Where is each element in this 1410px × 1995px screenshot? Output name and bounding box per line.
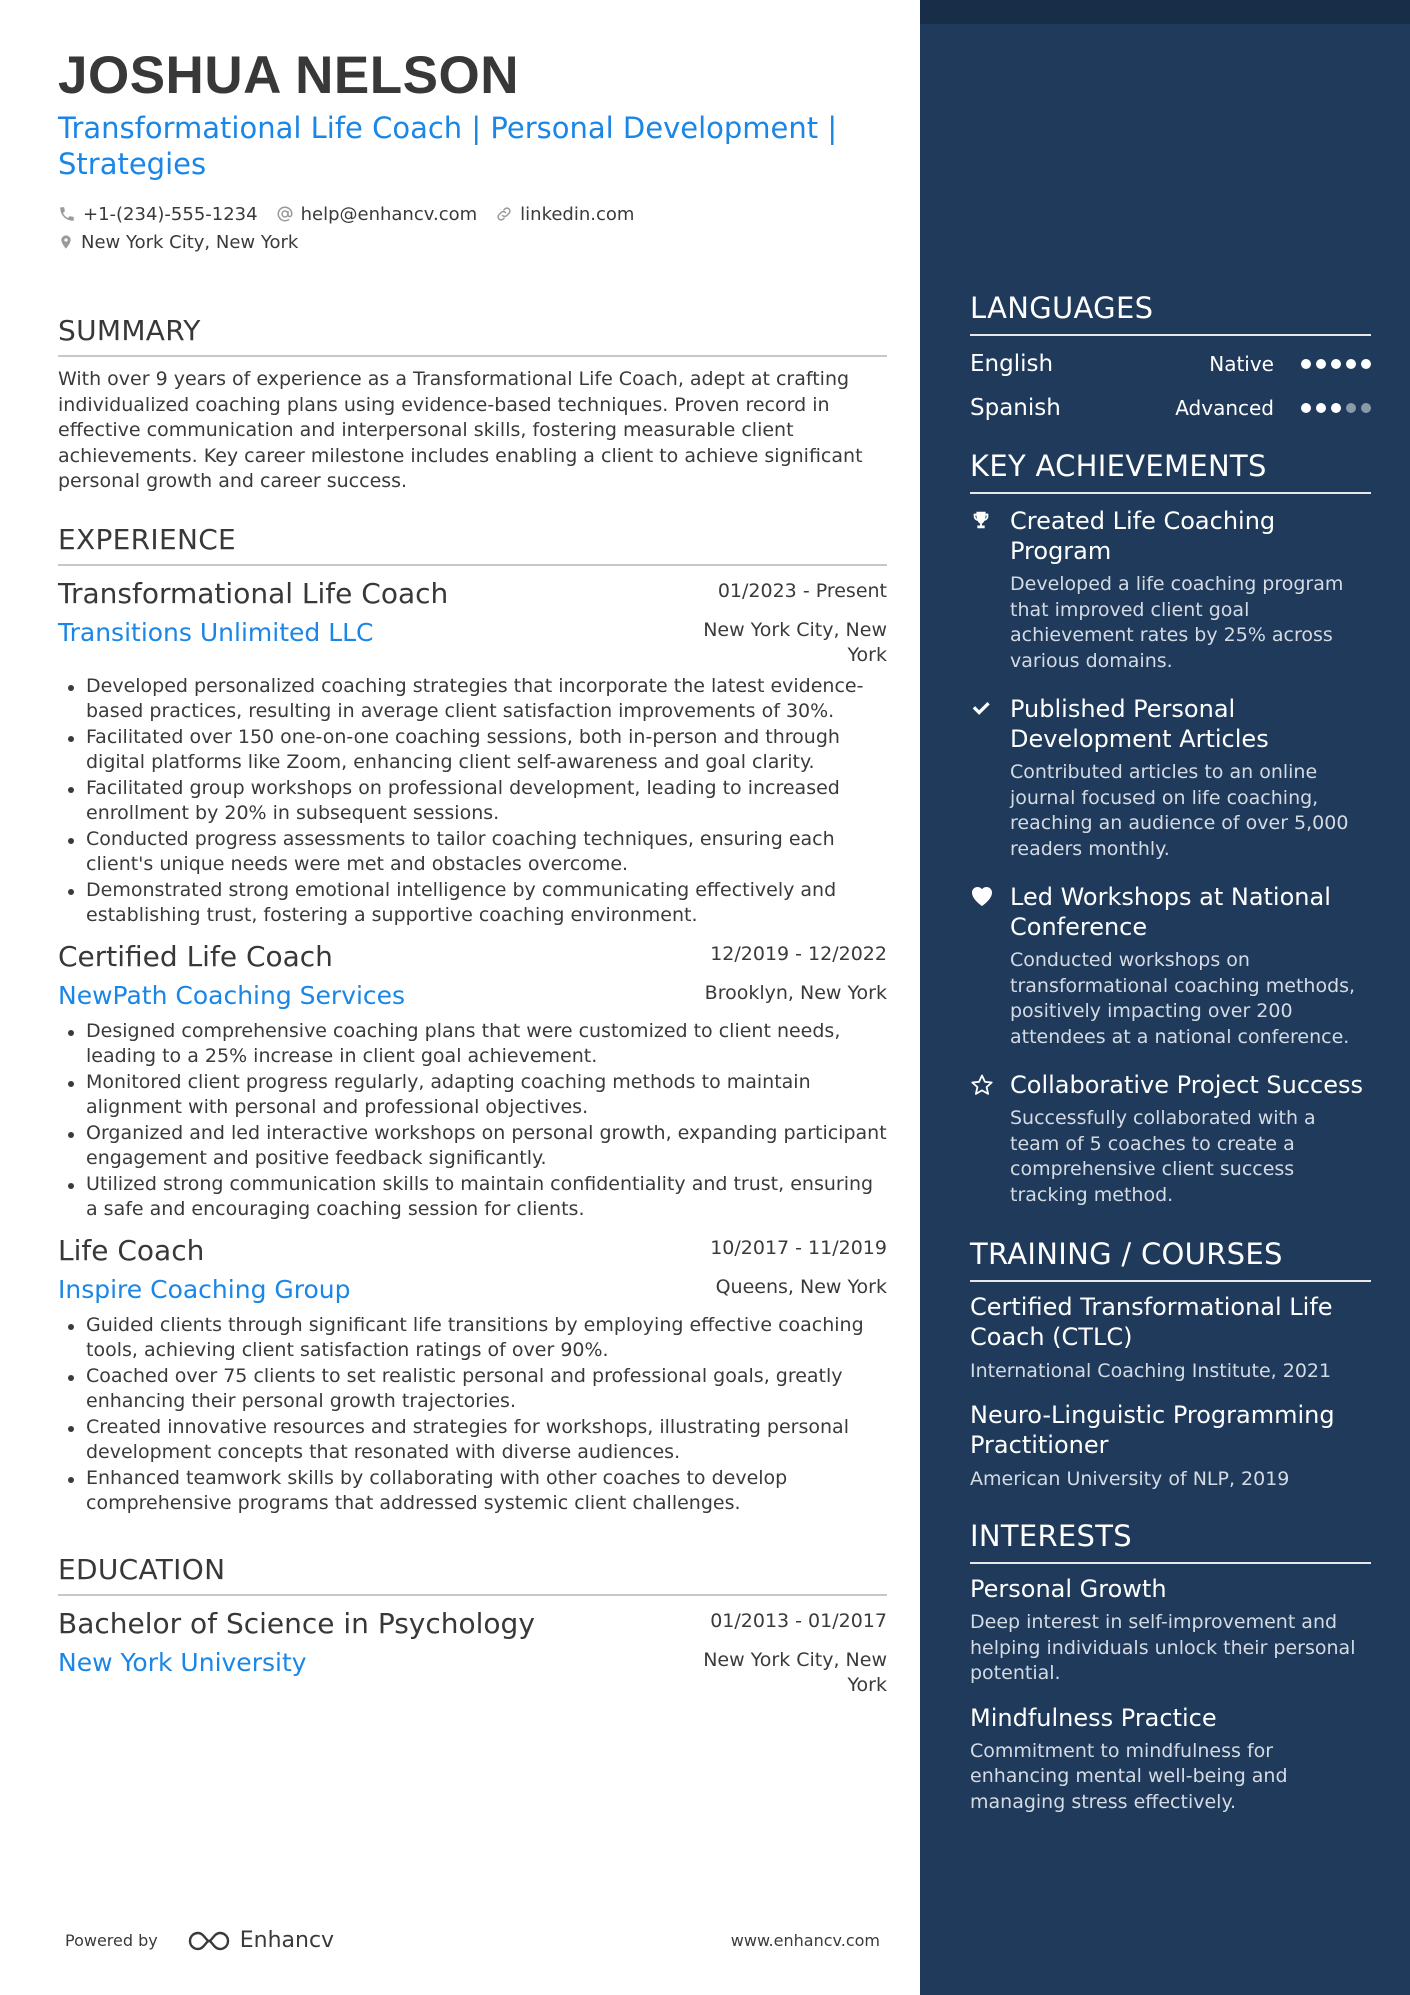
languages-section <box>970 290 1371 430</box>
training-heading: TRAINING / COURSES <box>970 1236 1371 1282</box>
sidebar <box>920 0 1410 1995</box>
rating-dot <box>1316 359 1326 369</box>
bullet-item: Demonstrated strong emotional intelligence by communicating effectively and establishing trust, fostering a supportive coaching environment. <box>58 878 887 929</box>
brand-name: Enhancv <box>239 1928 335 1953</box>
powered-by <box>65 1928 334 1953</box>
rating-dot <box>1316 403 1326 413</box>
course-title: Neuro-Linguistic Programming Practitioner <box>970 1401 1335 1459</box>
bullet-item: Organized and led interactive workshops on personal growth, expanding participant engagement and positive feedback significantly. <box>58 1121 887 1172</box>
job-bullets <box>58 674 887 929</box>
page-footer <box>65 1928 880 1953</box>
school-name[interactable]: New York University <box>58 1647 307 1677</box>
company-name[interactable]: Transitions Unlimited LLC <box>58 617 374 647</box>
main-column <box>58 44 887 1698</box>
achievement-title: Published Personal Development Articles <box>1010 695 1269 753</box>
language-level: Native <box>1209 352 1274 376</box>
bullet-item: Facilitated group workshops on professional development, leading to increased enrollment by 20% in subsequent sessions. <box>58 776 887 827</box>
achievement-item <box>970 694 1371 862</box>
linkedin-text: linkedin.com <box>520 203 635 225</box>
contact-info <box>58 200 887 256</box>
rating-dot <box>1331 403 1341 413</box>
check-icon <box>970 697 992 719</box>
rating-dot <box>1361 403 1371 413</box>
job-title: Life Coach <box>58 1233 205 1267</box>
experience-section <box>58 523 887 1517</box>
achievement-title: Collaborative Project Success <box>1010 1071 1364 1099</box>
job-location: Brooklyn, New York <box>704 981 887 1004</box>
education-entry <box>58 1606 887 1698</box>
language-level: Advanced <box>1175 396 1274 420</box>
job-entry <box>58 576 887 929</box>
star-icon <box>970 1073 994 1097</box>
rating-dot <box>1301 359 1311 369</box>
job-entry <box>58 1233 887 1517</box>
heart-icon <box>970 885 994 907</box>
rating-dot <box>1361 359 1371 369</box>
sidebar-content <box>970 290 1371 1815</box>
languages-heading: LANGUAGES <box>970 290 1371 336</box>
location-pin-icon <box>58 233 74 251</box>
candidate-name: JOSHUA NELSON <box>58 46 519 105</box>
language-name: English <box>970 351 1054 377</box>
company-name[interactable]: NewPath Coaching Services <box>58 980 406 1010</box>
interest-item <box>970 1703 1371 1816</box>
language-item <box>970 386 1371 430</box>
job-title: Transformational Life Coach <box>58 576 449 610</box>
candidate-title: Transformational Life Coach | Personal Development | Strategies <box>58 111 838 181</box>
phone-contact[interactable] <box>58 204 258 225</box>
interest-title: Mindfulness Practice <box>970 1703 1217 1732</box>
bullet-item: Coached over 75 clients to set realistic personal and professional goals, greatly enhancing their personal growth trajectories. <box>58 1364 887 1415</box>
job-entry <box>58 939 887 1223</box>
achievement-desc: Developed a life coaching program that improved client goal achievement rates by 25% across various domains. <box>1010 573 1344 672</box>
education-section <box>58 1553 887 1698</box>
phone-text: +1-(234)-555-1234 <box>83 203 258 225</box>
job-location: New York City, New York <box>703 618 887 666</box>
trophy-icon <box>970 509 992 531</box>
training-section <box>970 1236 1371 1492</box>
link-icon <box>495 205 513 223</box>
achievement-desc: Conducted workshops on transformational coaching methods, positively impacting over 200 attendees at a national conference. <box>1010 949 1356 1048</box>
phone-icon <box>58 205 76 223</box>
at-icon <box>276 205 294 223</box>
language-rating <box>1296 403 1371 413</box>
language-item <box>970 342 1371 386</box>
achievement-title: Created Life Coaching Program <box>1010 507 1276 565</box>
bullet-item: Conducted progress assessments to tailor coaching techniques, ensuring each client's unique needs were met and obstacles overcome. <box>58 827 887 878</box>
interest-desc: Deep interest in self-improvement and helping individuals unlock their personal potential. <box>970 1611 1356 1684</box>
location-contact <box>58 232 298 253</box>
experience-heading: EXPERIENCE <box>58 523 887 566</box>
job-bullets <box>58 1019 887 1223</box>
enhancv-logo[interactable] <box>186 1928 334 1953</box>
bullet-item: Facilitated over 150 one-on-one coaching sessions, both in-person and through digital platforms like Zoom, enhancing client self-awareness and goal clarity. <box>58 725 887 776</box>
achievements-section <box>970 448 1371 1208</box>
achievement-desc: Contributed articles to an online journal focused on life coaching, reaching an audience of over 5,000 readers monthly. <box>1010 761 1349 860</box>
achievement-item <box>970 882 1371 1050</box>
bullet-item: Enhanced teamwork skills by collaborating with other coaches to develop comprehensive programs that addressed systemic client challenges. <box>58 1466 887 1517</box>
school-location: New York City, New York <box>703 1648 887 1696</box>
interest-desc: Commitment to mindfulness for enhancing mental well-being and managing stress effectively. <box>970 1739 1288 1813</box>
powered-by-label: Powered by <box>65 1931 158 1950</box>
enhancv-logo-icon <box>186 1929 232 1953</box>
achievement-title: Led Workshops at National Conference <box>1010 883 1331 941</box>
interests-heading: INTERESTS <box>970 1518 1371 1564</box>
bullet-item: Designed comprehensive coaching plans that were customized to client needs, leading to a 25% increase in client goal achievement. <box>58 1019 887 1070</box>
bullet-item: Guided clients through significant life transitions by employing effective coaching tools, achieving client satisfaction ratings of over 90%. <box>58 1313 887 1364</box>
course-title: Certified Transformational Life Coach (CTLC) <box>970 1293 1333 1351</box>
sidebar-top-band <box>920 0 1410 24</box>
achievement-item <box>970 1070 1371 1208</box>
language-rating <box>1296 359 1371 369</box>
bullet-item: Monitored client progress regularly, adapting coaching methods to maintain alignment with personal and professional objectives. <box>58 1070 887 1121</box>
degree-title: Bachelor of Science in Psychology <box>58 1606 535 1640</box>
interests-section <box>970 1518 1371 1815</box>
interest-item <box>970 1574 1371 1687</box>
achievements-heading: KEY ACHIEVEMENTS <box>970 448 1371 494</box>
job-location: Queens, New York <box>715 1275 887 1298</box>
summary-heading: SUMMARY <box>58 314 887 357</box>
job-title: Certified Life Coach <box>58 939 333 973</box>
company-name[interactable]: Inspire Coaching Group <box>58 1274 351 1304</box>
education-dates: 01/2013 - 01/2017 <box>710 1609 887 1632</box>
bullet-item: Utilized strong communication skills to maintain confidentiality and trust, ensuring a safe and encouraging coaching session for clients. <box>58 1172 887 1223</box>
rating-dot <box>1331 359 1341 369</box>
achievement-item <box>970 506 1371 674</box>
course-item <box>970 1400 1371 1492</box>
location-text: New York City, New York <box>81 231 299 253</box>
interest-title: Personal Growth <box>970 1575 1167 1603</box>
rating-dot <box>1346 359 1356 369</box>
linkedin-contact[interactable] <box>495 204 634 225</box>
course-item <box>970 1292 1371 1384</box>
email-contact[interactable] <box>276 204 478 225</box>
rating-dot <box>1346 403 1356 413</box>
bullet-item: Developed personalized coaching strategies that incorporate the latest evidence-based practices, resulting in average client satisfaction improvements of 30%. <box>58 674 887 725</box>
education-heading: EDUCATION <box>58 1553 887 1596</box>
job-bullets <box>58 1313 887 1517</box>
bullet-item: Created innovative resources and strategies for workshops, illustrating personal development concepts that resonated with diverse audiences. <box>58 1415 887 1466</box>
course-institution: American University of NLP, 2019 <box>970 1468 1290 1490</box>
job-dates: 10/2017 - 11/2019 <box>710 1236 887 1259</box>
rating-dot <box>1301 403 1311 413</box>
course-institution: International Coaching Institute, 2021 <box>970 1360 1332 1382</box>
job-dates: 12/2019 - 12/2022 <box>710 942 887 965</box>
language-name: Spanish <box>970 395 1061 421</box>
website-link[interactable]: www.enhancv.com <box>730 1931 880 1950</box>
email-text: help@enhancv.com <box>300 203 478 225</box>
summary-text: With over 9 years of experience as a Transformational Life Coach, adept at crafting individualized coaching plans using evidence-based techniques. Proven record in effective communication and interpersonal skills, fostering measurable client achievements. Key career milestone includes enabling a client to achieve significant personal growth and career success. <box>58 368 863 492</box>
summary-section <box>58 314 887 495</box>
achievement-desc: Successfully collaborated with a team of 5 coaches to create a comprehensive client success tracking method. <box>1010 1107 1316 1206</box>
job-dates: 01/2023 - Present <box>717 579 887 602</box>
